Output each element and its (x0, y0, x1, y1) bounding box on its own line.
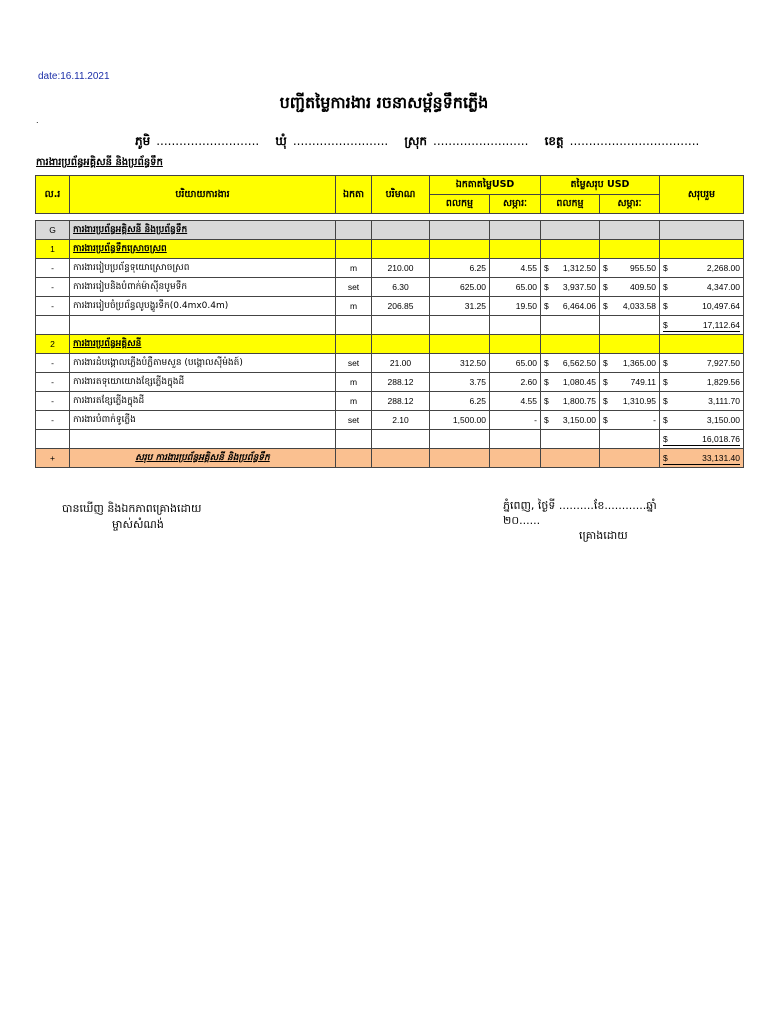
section-subtitle: ការងារប្រព័ន្ធអគ្គិសនី និងប្រព័ន្ធទឹក (36, 157, 163, 168)
commune-label: ឃុំ ......................... (275, 134, 389, 148)
row-sum: $ 3,150.00 (660, 411, 744, 430)
row-sum: $ 1,829.56 (660, 373, 744, 392)
row-unit-labor: 312.50 (430, 354, 490, 373)
row-quantity: 206.85 (372, 297, 430, 316)
row-description: ការងារតទុយោយោងខ្សែភ្លើងក្នុងដី (70, 373, 336, 392)
row-total-material: $ 955.50 (600, 259, 660, 278)
row-no: - (36, 354, 70, 373)
row-no: - (36, 297, 70, 316)
place-date-line: ភ្នំពេញ, ថ្ងៃទី ..........ខែ............ឆ្នាំ (503, 499, 657, 512)
group2-rows (36, 354, 744, 430)
group2-subtotal: $ 16,018.76 (660, 430, 744, 449)
table-row (36, 278, 744, 297)
header-labor: ពលកម្ម (430, 195, 490, 214)
header-quantity: បរិមាណ (372, 176, 430, 214)
row-description: ការងារបំពាក់ទូភ្លើង (70, 411, 336, 430)
province-label: ខេត្ត .................................. (544, 134, 700, 148)
header-material-total: សម្ភារៈ (600, 195, 660, 214)
header-unit: ឯកតា (336, 176, 372, 214)
row-quantity: 288.12 (372, 373, 430, 392)
row-unit-material: 4.55 (490, 259, 541, 278)
stray-mark: . (36, 116, 39, 125)
row-sum: $ 4,347.00 (660, 278, 744, 297)
section-row-g: G ការងារប្រព័ន្ធអគ្គិសនី និងប្រព័ន្ធទឹក (36, 221, 744, 240)
village-label: ភូមិ ........................... (135, 134, 260, 148)
section-row-1: 1 ការងារប្រព័ន្ធទឹកស្រោចស្រព (36, 240, 744, 259)
spacer-row (36, 214, 744, 221)
header-no: ល.រ (36, 176, 70, 214)
table-row (36, 392, 744, 411)
group1-subtotal: $ 17,112.64 (660, 316, 744, 335)
row-total-labor: $ 3,937.50 (541, 278, 600, 297)
row-unit: set (336, 411, 372, 430)
header-material: សម្ភារៈ (490, 195, 541, 214)
header-description: បរិយាយការងារ (70, 176, 336, 214)
row-no: - (36, 259, 70, 278)
row-sum: $ 2,268.00 (660, 259, 744, 278)
group2-subtotal-row (36, 430, 744, 449)
row-unit: m (336, 297, 372, 316)
row-total-labor: $ 1,312.50 (541, 259, 600, 278)
grand-total-value: $ 33,131.40 (660, 449, 744, 468)
row-unit-material: 19.50 (490, 297, 541, 316)
section-row-2: 2 ការងារប្រព័ន្ធអគ្គិសនី (36, 335, 744, 354)
document-date: date:16.11.2021 (38, 71, 110, 82)
row-description: ការងាររៀបចំប្រព័ន្ធលូបង្ហូរទឹក(0.4mx0.4m) (70, 297, 336, 316)
row-unit-material: 65.00 (490, 278, 541, 297)
row-total-material: $ - (600, 411, 660, 430)
row-unit: set (336, 354, 372, 373)
prepared-by: គ្រោងដោយ (579, 529, 628, 542)
row-total-material: $ 4,033.58 (600, 297, 660, 316)
district-label: ស្រុក ......................... (404, 134, 529, 148)
approval-owner-line1: បានឃើញ និងឯកភាពគ្រោងដោយ (62, 502, 202, 515)
row-quantity: 210.00 (372, 259, 430, 278)
row-total-material: $ 1,365.00 (600, 354, 660, 373)
row-quantity: 21.00 (372, 354, 430, 373)
row-sum: $ 10,497.64 (660, 297, 744, 316)
row-sum: $ 3,111.70 (660, 392, 744, 411)
location-line (135, 133, 711, 151)
row-total-labor: $ 1,080.45 (541, 373, 600, 392)
row-total-labor: $ 6,562.50 (541, 354, 600, 373)
group1-subtotal-row (36, 316, 744, 335)
grand-total-row: + សរុប ការងារប្រព័ន្ធអគ្គិសនី និងប្រព័ន្ធទឹក $ 33,131.40 (36, 449, 744, 468)
cost-table (35, 175, 744, 468)
row-no: - (36, 278, 70, 297)
header-unit-price: ឯកតាតម្លៃUSD (430, 176, 541, 195)
row-no: - (36, 373, 70, 392)
row-total-material: $ 749.11 (600, 373, 660, 392)
row-no: - (36, 411, 70, 430)
document-title: បញ្ជីតម្លៃការងារ រចនាសម្ព័ន្ធទឹកភ្លើង (279, 93, 489, 112)
row-unit-labor: 625.00 (430, 278, 490, 297)
row-quantity: 6.30 (372, 278, 430, 297)
row-unit-material: 65.00 (490, 354, 541, 373)
year-line: ២០...... (503, 514, 541, 527)
row-unit-labor: 3.75 (430, 373, 490, 392)
row-unit-labor: 31.25 (430, 297, 490, 316)
row-description: ការងារតខ្សែភ្លើងក្នុងដី (70, 392, 336, 411)
row-total-labor: $ 6,464.06 (541, 297, 600, 316)
table-row (36, 354, 744, 373)
row-unit: set (336, 278, 372, 297)
row-description: ការងាររៀបប្រព័ន្ធទុយោស្រោចស្រព (70, 259, 336, 278)
header-labor-total: ពលកម្ម (541, 195, 600, 214)
row-unit-material: 2.60 (490, 373, 541, 392)
table-row (36, 259, 744, 278)
row-total-material: $ 409.50 (600, 278, 660, 297)
table-row (36, 297, 744, 316)
header-total-price: តម្លៃសរុប USD (541, 176, 660, 195)
row-unit-material: - (490, 411, 541, 430)
grand-total-label: សរុប ការងារប្រព័ន្ធអគ្គិសនី និងប្រព័ន្ធទឹក (70, 449, 336, 468)
row-description: ការងារដំបង្គោលភ្លើងបំភ្លឺតាមសួន (បង្គោលស៊ីម៉ងត៍) (70, 354, 336, 373)
approval-owner-line2: ម្ចាស់សំណង់ (112, 518, 164, 531)
row-unit-labor: 6.25 (430, 392, 490, 411)
row-unit-labor: 6.25 (430, 259, 490, 278)
row-total-material: $ 1,310.95 (600, 392, 660, 411)
header-sum: សរុបរួម (660, 176, 744, 214)
row-quantity: 2.10 (372, 411, 430, 430)
row-quantity: 288.12 (372, 392, 430, 411)
table-row (36, 411, 744, 430)
row-unit: m (336, 392, 372, 411)
row-sum: $ 7,927.50 (660, 354, 744, 373)
row-total-labor: $ 3,150.00 (541, 411, 600, 430)
row-no: - (36, 392, 70, 411)
row-unit: m (336, 259, 372, 278)
row-unit-labor: 1,500.00 (430, 411, 490, 430)
row-unit-material: 4.55 (490, 392, 541, 411)
row-description: ការងាររៀបនិងបំពាក់ម៉ាស៊ីនបូមទឹក (70, 278, 336, 297)
group1-rows (36, 259, 744, 316)
row-total-labor: $ 1,800.75 (541, 392, 600, 411)
table-row (36, 373, 744, 392)
row-unit: m (336, 373, 372, 392)
